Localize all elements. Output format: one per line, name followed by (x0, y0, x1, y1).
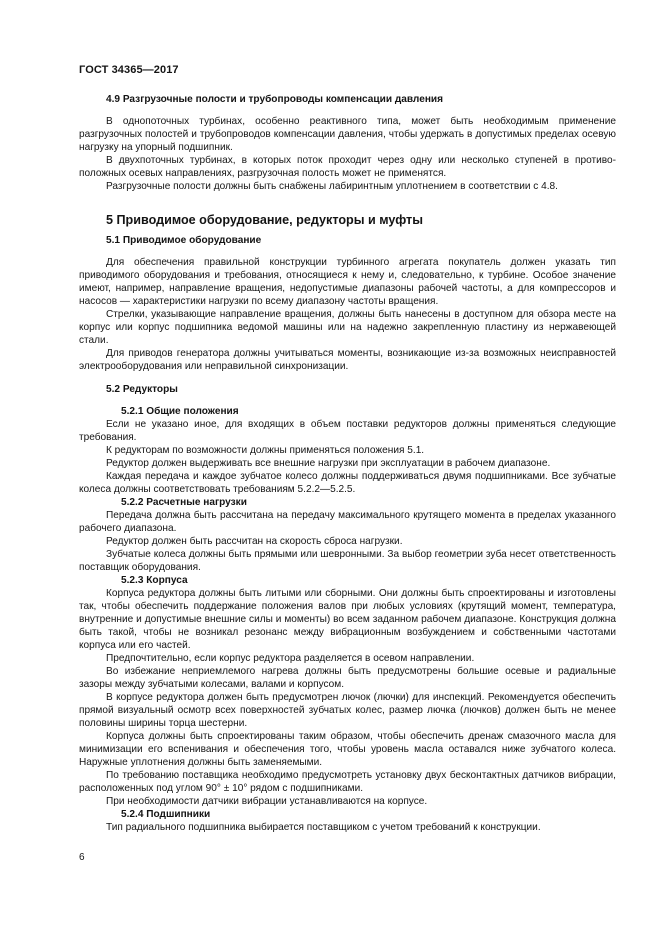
paragraph: Зубчатые колеса должны быть прямыми или шевронными. За выбор геометрии зуба несет ответственность поставщик оборудования. (79, 549, 616, 573)
section-5-1-heading: 5.1 Приводимое оборудование (106, 235, 262, 246)
paragraph: Во избежание неприемлемого нагрева должны быть предусмотрены большие осевые и радиальные зазоры между зубчатыми колесами, валами и корпусом. (79, 666, 616, 690)
paragraph: При необходимости датчики вибрации устанавливаются на корпусе. (106, 796, 428, 807)
paragraph: Предпочтительно, если корпус редуктора разделяется в осевом направлении. (106, 653, 475, 664)
page-number: 6 (79, 852, 85, 863)
paragraph: Корпуса редуктора должны быть литыми или сборными. Они должны быть спроектированы и изготовлены так, чтобы обеспечить поддержание положения валов при любых условиях (крутящий момент, температура, внутренние и допустимые внешние силы и моменты) во всем заданном рабочем диапазоне. Конструкция должна быть такой, чтобы не возникал резонанс между вибрационным возбуждением и собственными частотами корпуса или его частей. (79, 588, 616, 651)
paragraph: Передача должна быть рассчитана на передачу максимального крутящего момента в пределах указанного рабочего диапазона. (79, 510, 616, 534)
standard-header: ГОСТ 34365—2017 (79, 64, 179, 76)
paragraph: По требованию поставщика необходимо предусмотреть установку двух бесконтактных датчиков вибрации, расположенных под углом 90° ± 10° рядом с подшипниками. (79, 770, 616, 794)
paragraph: Стрелки, указывающие направление вращения, должны быть нанесены в доступном для обзора месте на корпус или корпус подшипника ведомой машины или на надежно закрепленную пластину из нержавеющей стали. (79, 309, 616, 346)
section-4-9-heading: 4.9 Разгрузочные полости и трубопроводы компенсации давления (106, 94, 444, 105)
paragraph: Каждая передача и каждое зубчатое колесо должны поддерживаться двумя подшипниками. Все зубчатые колеса должны соответствовать требованиям 5.2.2—5.2.5. (79, 471, 616, 495)
section-5-2-4-heading: 5.2.4 Подшипники (121, 809, 211, 820)
paragraph: Корпуса должны быть спроектированы таким образом, чтобы обеспечить дренаж смазочного масла для минимизации его вспенивания и обеспечения того, чтобы уровень масла оставался ниже зубчатого колеса. Наружные уплотнения должны быть заменяемыми. (79, 731, 616, 768)
paragraph: Разгрузочные полости должны быть снабжены лабиринтным уплотнением в соответствии с 4.8. (106, 181, 558, 192)
paragraph: Редуктор должен быть рассчитан на скорость сброса нагрузки. (106, 536, 403, 547)
paragraph: Для обеспечения правильной конструкции турбинного агрегата покупатель должен указать тип приводимого оборудования и требования, относящиеся к нему и, следовательно, к турбине. Особое значение имеют, например, направление вращения, недопустимые диапазоны рабочей частоты, а для компрессоров и насосов — характеристики нагрузки по всему диапазону частоты вращения. (79, 257, 616, 307)
page-content (79, 93, 616, 834)
section-5-heading: 5 Приводимое оборудование, редукторы и муфты (106, 213, 423, 227)
paragraph: В корпусе редуктора должен быть предусмотрен лючок (лючки) для инспекций. Рекомендуется обеспечить прямой визуальный осмотр всех поверхностей зубчатых колес, размер лючка (лючков) должен быть не менее половины ширины торца шестерни. (79, 692, 616, 729)
paragraph: Редуктор должен выдерживать все внешние нагрузки при эксплуатации в рабочем диапазоне. (106, 458, 551, 469)
section-5-2-heading: 5.2 Редукторы (106, 384, 178, 395)
section-5-2-3-heading: 5.2.3 Корпуса (121, 575, 188, 586)
paragraph: К редукторам по возможности должны применяться положения 5.1. (106, 445, 425, 456)
paragraph: Для приводов генератора должны учитываться моменты, возникающие из-за возможных неисправностей электрооборудования или неправильной синхронизации. (79, 348, 616, 372)
paragraph: В однопоточных турбинах, особенно реактивного типа, может быть необходимым применение разгрузочных полостей и трубопроводов компенсации давления, чтобы удержать в допустимых пределах осевую нагрузку на упорный подшипник. (79, 116, 616, 153)
paragraph: Если не указано иное, для входящих в объем поставки редукторов должны применяться следующие требования. (79, 419, 616, 443)
section-5-2-1-heading: 5.2.1 Общие положения (121, 406, 239, 417)
paragraph: Тип радиального подшипника выбирается поставщиком с учетом требований к конструкции. (106, 822, 541, 833)
paragraph: В двухпоточных турбинах, в которых поток проходит через одну или несколько ступеней в противоположных осевых направлениях, разгрузочная полость может не применятся. (79, 155, 616, 179)
section-5-2-2-heading: 5.2.2 Расчетные нагрузки (121, 497, 247, 508)
